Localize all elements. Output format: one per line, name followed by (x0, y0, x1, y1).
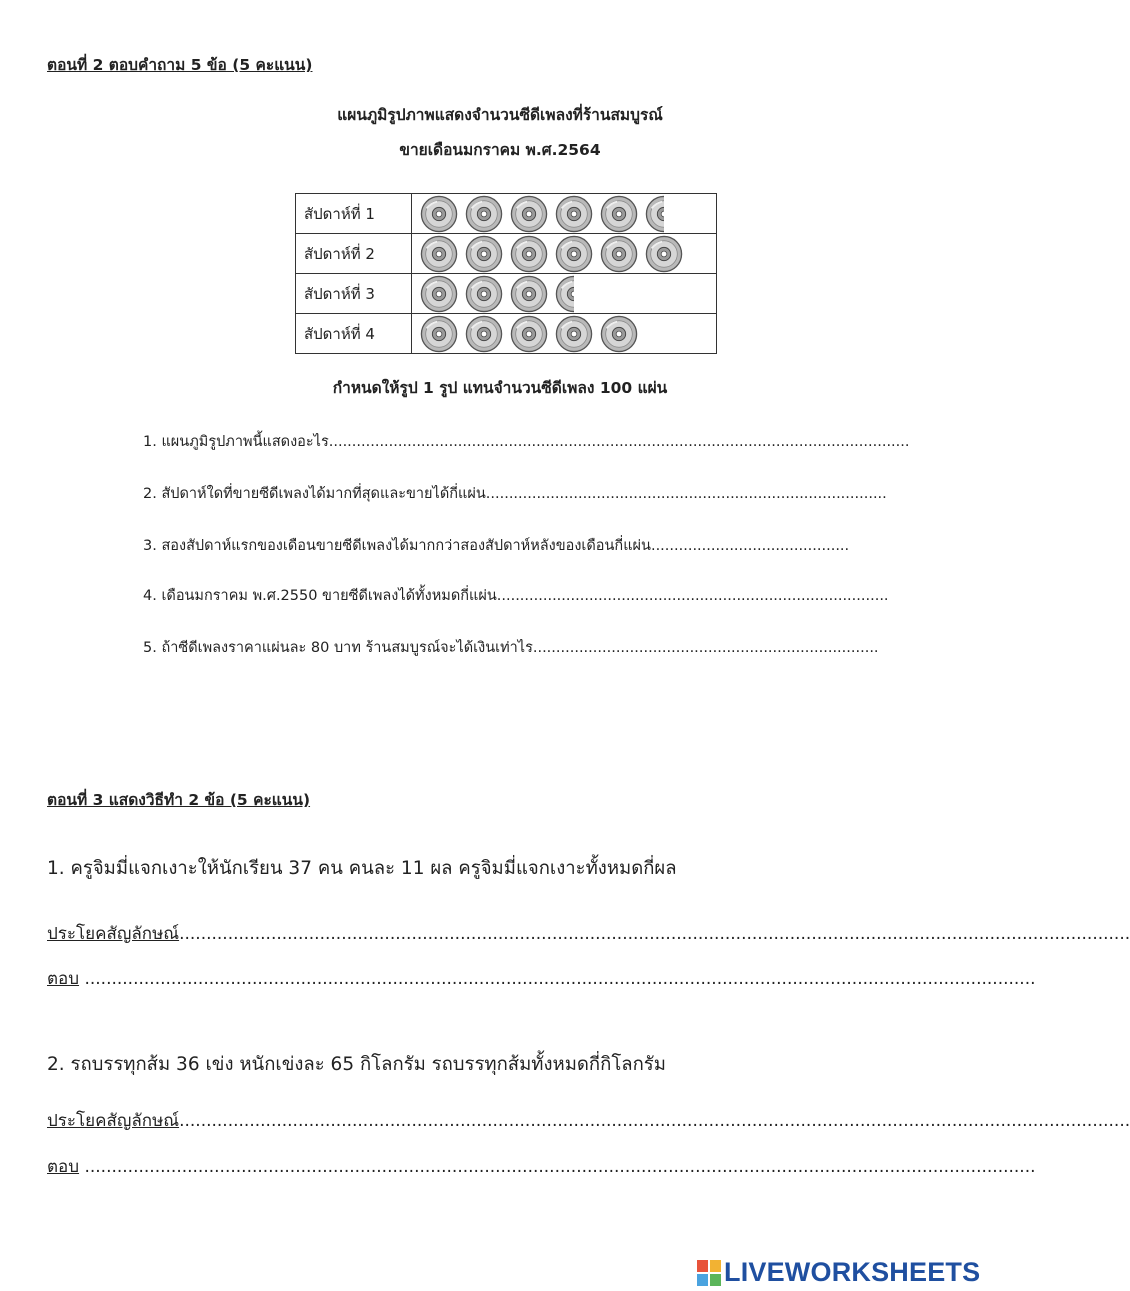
cd-icons-cell (412, 274, 717, 314)
cd-icon (465, 315, 503, 353)
cd-icon (420, 235, 458, 273)
cd-icon (555, 195, 593, 233)
question-3: 3. สองสัปดาห์แรกของเดือนขายซีดีเพลงได้มากกว่าสองสัปดาห์หลังของเดือนกี่แผ่น........................................... (143, 538, 850, 554)
liveworksheets-logo (697, 1257, 980, 1288)
problem-2-sentence-line (47, 1107, 1130, 1134)
liveworksheets-logo-icon (697, 1260, 721, 1286)
part2-heading: ตอนที่ 2 ตอบคำถาม 5 ข้อ (5 คะแนน) (47, 56, 313, 74)
pictograph-row (296, 314, 717, 354)
chart-title-line1: แผนภูมิรูปภาพแสดงจำนวนซีดีเพลงที่ร้านสมบูรณ์ (337, 106, 663, 124)
chart-legend: กำหนดให้รูป 1 รูป แทนจำนวนซีดีเพลง 100 แผ่น (332, 379, 668, 397)
cd-icons-cell (412, 314, 717, 354)
sentence-label: ประโยคสัญลักษณ์ (47, 1111, 180, 1131)
answer-label: ตอบ (47, 969, 80, 989)
cd-icon (510, 235, 548, 273)
cd-icon (510, 275, 548, 313)
week-label: สัปดาห์ที่ 4 (296, 314, 412, 354)
dots: ................................................................................................................................................................................ (84, 969, 1036, 989)
week-label: สัปดาห์ที่ 3 (296, 274, 412, 314)
problem-2-answer-line (47, 1153, 1036, 1180)
cd-icon (465, 235, 503, 273)
week-label: สัปดาห์ที่ 1 (296, 194, 412, 234)
pictograph-row (296, 194, 717, 234)
cd-icon (465, 275, 503, 313)
cd-icon (420, 315, 458, 353)
question-4: 4. เดือนมกราคม พ.ศ.2550 ขายซีดีเพลงได้ทั้งหมดกี่แผ่น..................................................................................... (143, 588, 889, 604)
cd-icon (600, 235, 638, 273)
dots: ................................................................................................................................................................................ (84, 1157, 1036, 1177)
sentence-label: ประโยคสัญลักษณ์ (47, 924, 180, 944)
cd-icon (555, 235, 593, 273)
week-label: สัปดาห์ที่ 2 (296, 234, 412, 274)
problem-2: 2. รถบรรทุกส้ม 36 เข่ง หนักเข่งละ 65 กิโลกรัม รถบรรทุกส้มทั้งหมดกี่กิโลกรัม (47, 1054, 666, 1075)
answer-label: ตอบ (47, 1157, 80, 1177)
question-1: 1. แผนภูมิรูปภาพนี้แสดงอะไร.............................................................................................................................. (143, 434, 910, 450)
problem-1: 1. ครูจิมมี่แจกเงาะให้นักเรียน 37 คน คนละ 11 ผล ครูจิมมี่แจกเงาะทั้งหมดกี่ผล (47, 858, 677, 879)
cd-icon (600, 195, 638, 233)
cd-icon (555, 315, 593, 353)
half-cd-icon (645, 195, 683, 233)
pictograph-row (296, 274, 717, 314)
part3-heading: ตอนที่ 3 แสดงวิธีทำ 2 ข้อ (5 คะแนน) (47, 791, 311, 809)
cd-icon (465, 195, 503, 233)
question-2: 2. สัปดาห์ใดที่ขายซีดีเพลงได้มากที่สุดและขายได้กี่แผ่น....................................................................................... (143, 486, 887, 502)
question-5: 5. ถ้าซีดีเพลงราคาแผ่นละ 80 บาท ร้านสมบูรณ์จะได้เงินเท่าไร........................................................................... (143, 640, 879, 656)
cd-icons-cell (412, 234, 717, 274)
chart-title-line2: ขายเดือนมกราคม พ.ศ.2564 (399, 141, 601, 159)
half-cd-icon (555, 275, 593, 313)
cd-icon (645, 235, 683, 273)
cd-icon (510, 195, 548, 233)
cd-icon (600, 315, 638, 353)
problem-1-answer-line (47, 965, 1036, 992)
cd-icon (420, 275, 458, 313)
logo-text: LIVEWORKSHEETS (724, 1257, 981, 1287)
cd-icon (510, 315, 548, 353)
dots: ................................................................................................................................................................................ (179, 924, 1130, 944)
cd-icons-cell (412, 194, 717, 234)
problem-1-sentence-line (47, 920, 1130, 947)
dots: ................................................................................................................................................................................ (179, 1111, 1130, 1131)
pictograph-row (296, 234, 717, 274)
pictograph-table (295, 193, 717, 354)
cd-icon (420, 195, 458, 233)
